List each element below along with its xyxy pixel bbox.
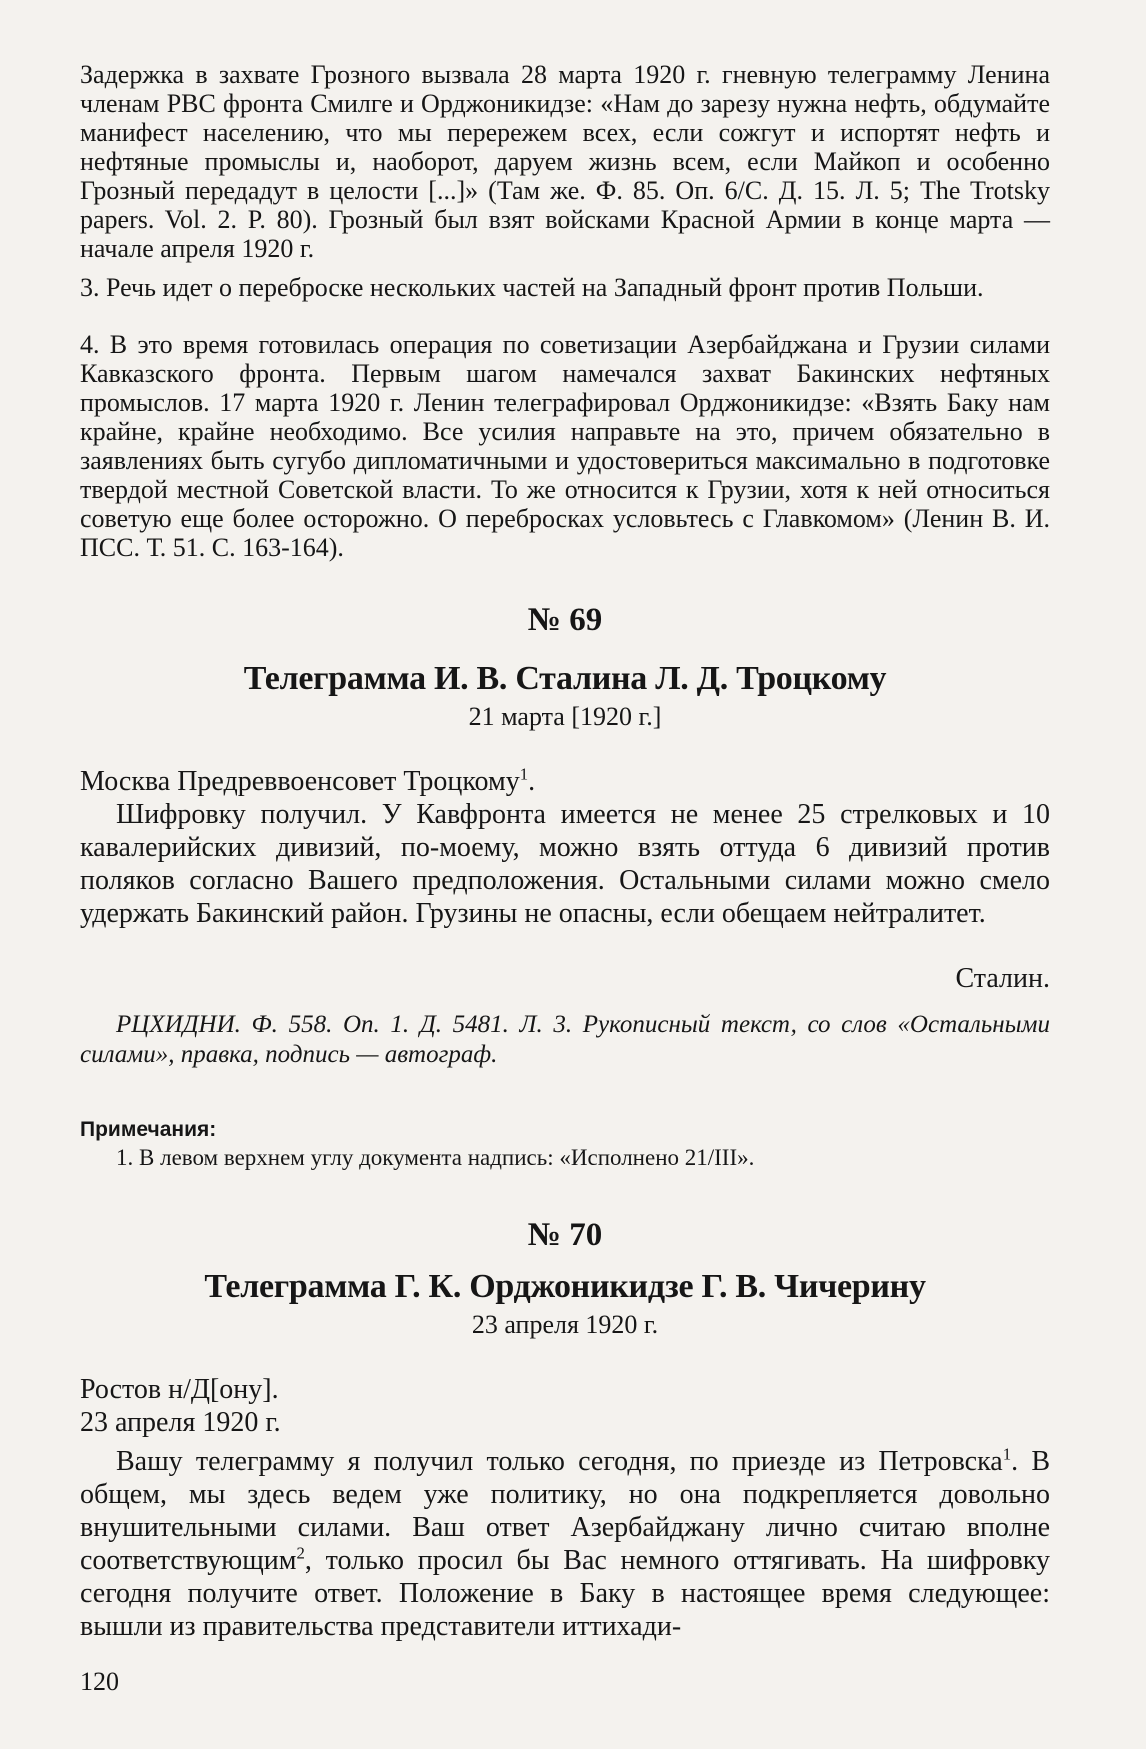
document-70-text: Вашу телеграмму я получил только сегодня, по приезде из Петровска$^1$. В общем, мы здесь ведем уже политику, но она подкрепляется довольно внушительными силами. Ваш ответ Азербайджану лично считаю вполне соответствующим$^2$, только просил бы Вас немного оттягивать. На шифровку сегодня получите ответ. Положение в Баку в настоящее время следующее: вышли из правительства представители иттихади-	[80, 1444, 1051, 1642]
document-69-signature: Сталин.	[955, 963, 1050, 994]
document-69-number: № 69	[527, 602, 603, 638]
document-70-number: № 70	[527, 1217, 603, 1253]
document-69-source: РЦХИДНИ. Ф. 558. Оп. 1. Д. 5481. Л. 3. Рукописный текст, со слов «Остальными силами», правка, подпись — автограф.	[80, 1011, 1050, 1068]
document-69-text: Шифровку получил. У Кавфронта имеется не менее 25 стрелковых и 10 кавалерийских дивизий, по-моему, можно взять оттуда 6 дивизий против поляков согласно Вашего предположения. Остальными силами можно смело удержать Бакинский район. Грузины не опасны, если обещаем нейтралитет.	[80, 799, 1050, 929]
document-70-place: Ростов н/Д[ону].	[80, 1374, 279, 1405]
document-70-title: Телеграмма Г. К. Орджоникидзе Г. В. Чичерину	[204, 1268, 926, 1305]
note-3-text: 3. Речь идет о переброске нескольких частей на Западный фронт против Польши.	[80, 273, 984, 302]
document-69-body	[80, 765, 1050, 930]
document-70-place-date: 23 апреля 1920 г.	[80, 1407, 281, 1438]
document-69-date: 21 марта [1920 г.]	[468, 702, 662, 731]
notes-heading: Примечания:	[80, 1118, 217, 1141]
page-number: 120	[80, 1667, 119, 1696]
document-69-title: Телеграмма И. В. Сталина Л. Д. Троцкому	[243, 660, 887, 697]
document-70-body	[80, 1373, 1050, 1643]
document-70-date: 23 апреля 1920 г.	[471, 1310, 659, 1339]
continuation-paragraph: Задержка в захвате Грозного вызвала 28 марта 1920 г. гневную телеграмму Ленина членам РВС фронта Смилге и Орджоникидзе: «Нам до зарезу нужна нефть, обдумайте манифест населению, что мы перережем всех, если сожгут и испортят нефть и нефтяные промыслы и, наоборот, даруем жизнь всем, если Майкоп и особенно Грозный передадут в целости [...]» (Там же. Ф. 85. Оп. 6/С. Д. 15. Л. 5; The Trotsky papers. Vol. 2. P. 80). Грозный был взят войсками Красной Армии в конце марта — начале апреля 1920 г.	[80, 60, 1050, 263]
document-69-note-1: 1. В левом верхнем углу документа надпись: «Исполнено 21/III».	[116, 1145, 755, 1170]
note-4-text: 4. В это время готовилась операция по советизации Азербайджана и Грузии силами Кавказского фронта. Первым шагом намечался захват Бакинских нефтяных промыслов. 17 марта 1920 г. Ленин телеграфировал Орджоникидзе: «Взять Баку нам крайне, крайне необходимо. Все усилия направьте на это, причем обязательно в заявлениях быть сугубо дипломатичными и удостовериться максимально в подготовке твердой местной Советской власти. То же относится к Грузии, хотя к ней относиться советую еще более осторожно. О перебросках условьтесь с Главкомом» (Ленин В. И. ПСС. Т. 51. С. 163-164).	[80, 330, 1050, 562]
document-69-address: Москва Предреввоенсовет Троцкому$^1$.	[80, 764, 536, 797]
footnote-ref: 1	[1002, 1444, 1012, 1464]
footnote-ref: 1	[519, 764, 529, 784]
footnote-ref: 2	[296, 1543, 305, 1563]
